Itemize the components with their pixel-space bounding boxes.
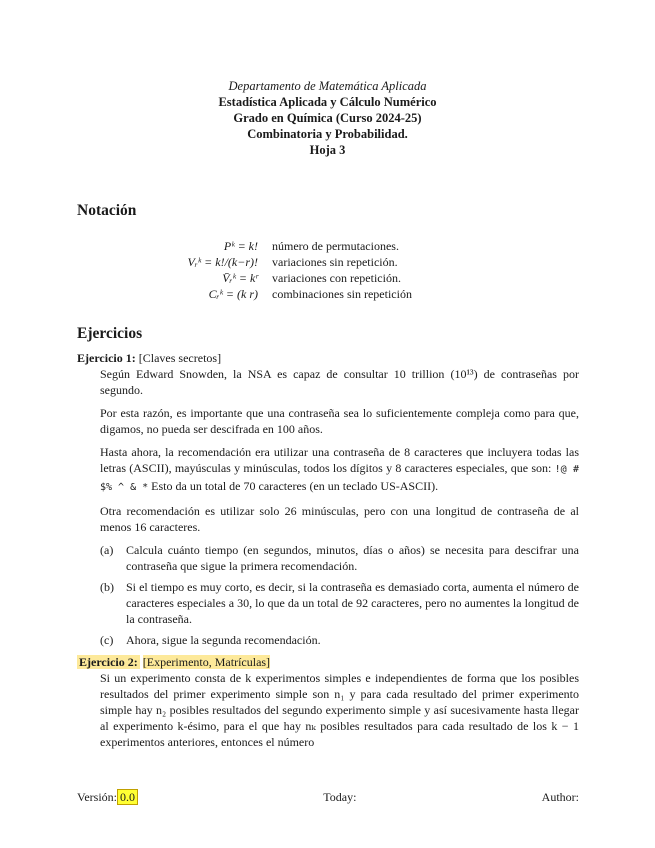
today-label: Today:: [323, 790, 357, 804]
list-item: [100, 579, 579, 627]
page-footer: [77, 790, 579, 805]
notation-heading: Notación: [77, 202, 137, 219]
exercises-body: [77, 350, 579, 757]
degree-title: Grado en Química (Curso 2024-25): [233, 111, 422, 125]
item-marker: (a): [100, 543, 114, 557]
item-text: Calcula cuánto tiempo (en segundos, minutos, días o años) se necesita para descifrar una contraseña que sigue la primera recomendación.: [126, 543, 579, 573]
item-marker: (c): [100, 633, 114, 647]
exercise-1-paragraph: Por esta razón, es importante que una contraseña sea lo suficientemente compleja como para que, digamos, no pueda ser descifrada en 100 años.: [100, 406, 579, 436]
version: [77, 790, 138, 805]
notation-row: [0, 254, 655, 270]
notation-desc: variaciones con repetición.: [272, 270, 401, 285]
exercise-1-paragraph: Otra recomendación es utilizar solo 26 minúsculas, pero con una longitud de contraseña de al menos 16 caracteres.: [100, 504, 579, 534]
exercise-2-paragraph: Si un experimento consta de k experimentos simples e independientes de forma que los posibles resultados del primer experimento simple son n₁ y para cada resultado del primer experimento simple hay n₂ posibles resultados del segundo experimento simple y así sucesivamente hasta llegar al experimento k-ésimo, para el que hay nₖ posibles resultados para cada resultado de los k − 1 experimentos anteriores, entonces el número: [100, 671, 579, 749]
notation-desc: variaciones sin repetición.: [272, 254, 398, 269]
item-text: Ahora, sigue la segunda recomendación.: [126, 633, 321, 647]
version-label: Versión:: [77, 790, 117, 804]
notation-formula: Pᵏ = k!: [223, 238, 258, 253]
paragraph-text: Esto da un total de 70 caracteres (en un teclado US-ASCII).: [151, 479, 439, 493]
notation-row: [0, 238, 655, 254]
notation-desc: número de permutaciones.: [272, 238, 399, 253]
list-item: [100, 632, 579, 648]
notation-desc: combinaciones sin repetición: [272, 286, 412, 301]
notation-formula: Vᵣᵏ = k!/(k−r)!: [187, 254, 258, 269]
exercise-2-tag: [Experimento, Matrículas]: [142, 655, 271, 669]
exercise-1-items: [100, 542, 579, 648]
version-value: 0.0: [117, 789, 138, 805]
list-item: [100, 542, 579, 574]
exercise-2-title: [77, 654, 579, 670]
sheet-title: Hoja 3: [309, 143, 346, 157]
notation-formula: V̄ᵣᵏ = kʳ: [222, 270, 258, 285]
exercise-1-label: Ejercicio 1:: [77, 351, 136, 365]
exercise-2-label: Ejercicio 2:: [79, 655, 138, 669]
exercise-1-paragraph: [100, 444, 579, 496]
notation-row: [0, 270, 655, 286]
department: Departamento de Matemática Aplicada: [228, 79, 427, 93]
exercise-1-paragraph: Según Edward Snowden, la NSA es capaz de consultar 10 trillion (10¹³) de contraseñas por segundo.: [100, 367, 579, 397]
notation-formula: Cᵣᵏ = (k r): [208, 286, 258, 301]
author-label: Author:: [541, 790, 579, 804]
exercises-heading: Ejercicios: [77, 325, 143, 342]
exercise-1-title: [77, 350, 579, 366]
exercise-1-tag: [Claves secretos]: [138, 351, 222, 365]
item-text: Si el tiempo es muy corto, es decir, si la contraseña es demasiado corta, aumenta el número de caracteres especiales a 30, lo que da un total de 92 caracteres, pero no aumentes la longitud de la contraseña.: [126, 580, 579, 626]
special-characters: !@ # $% ^ & *: [100, 464, 580, 493]
course-title: Estadística Aplicada y Cálculo Numérico: [218, 95, 437, 109]
notation-row: [0, 286, 655, 302]
notation-table: [0, 238, 655, 302]
topic-title: Combinatoria y Probabilidad.: [247, 127, 408, 141]
document-header: [0, 78, 655, 158]
item-marker: (b): [100, 580, 114, 594]
paragraph-text: Hasta ahora, la recomendación era utilizar una contraseña de 8 caracteres que incluyera todas las letras (ASCII), mayúsculas y minúsculas, todos los dígitos y 8 caracteres especiales, que son:: [100, 445, 579, 475]
